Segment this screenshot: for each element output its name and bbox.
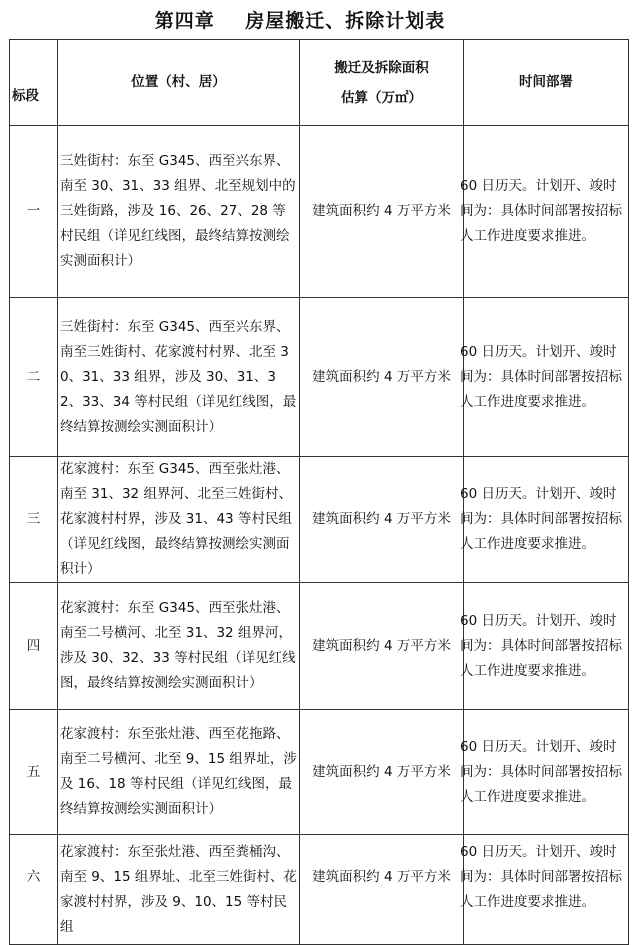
schedule-text: 60 日历天。计划开、竣时间为：具体时间部署按招标人工作进度要求推进。 <box>460 844 622 910</box>
location-text: 花家渡村：东至张灶港、西至花拖路、南至二号横河、北至 9、15 组界址，涉及 16、18 等村民组（详见红线图，最终结算按测绘实测面积计） <box>60 726 297 817</box>
area-cell: 建筑面积约 4 万平方米 <box>300 835 464 945</box>
location-cell <box>58 457 300 583</box>
schedule-text: 60 日历天。计划开、竣时间为：具体时间部署按招标人工作进度要求推进。 <box>460 343 622 410</box>
table-row <box>10 583 629 710</box>
area-cell: 建筑面积约 4 万平方米 <box>300 583 464 710</box>
location-cell <box>58 710 300 835</box>
header-area-line1: 搬迁及拆除面积 <box>334 59 429 76</box>
area-cell: 建筑面积约 4 万平方米 <box>300 457 464 583</box>
schedule-text: 60 日历天。计划开、竣时间为：具体时间部署按招标人工作进度要求推进。 <box>460 738 622 805</box>
schedule-cell <box>460 457 629 583</box>
schedule-cell <box>460 583 629 710</box>
schedule-cell <box>460 126 629 298</box>
location-cell <box>58 126 300 298</box>
segment-cell: 四 <box>10 583 58 710</box>
table-row <box>10 710 629 835</box>
schedule-text: 60 日历天。计划开、竣时间为：具体时间部署按招标人工作进度要求推进。 <box>460 612 622 679</box>
schedule-cell <box>460 710 629 835</box>
demolition-plan-table <box>9 39 629 945</box>
location-text: 三姓街村：东至 G345、西至兴东界、南至三姓街村、花家渡村村界、北至 30、31、33 组界，涉及 30、31、32、33、34 等村民组（详见红线图，最终结算按测绘实测面积计） <box>60 318 297 435</box>
area-cell: 建筑面积约 4 万平方米 <box>300 126 464 298</box>
schedule-cell <box>460 298 629 457</box>
table-row <box>10 298 629 457</box>
header-segment: 标段 <box>10 40 58 126</box>
table-header-row <box>10 40 629 126</box>
location-cell <box>58 298 300 457</box>
segment-cell: 五 <box>10 710 58 835</box>
area-cell: 建筑面积约 4 万平方米 <box>300 298 464 457</box>
segment-cell: 一 <box>10 126 58 298</box>
location-text: 花家渡村：东至 G345、西至张灶港、南至 31、32 组界河、北至三姓街村、花家渡村村界，涉及 31、43 等村民组（详见红线图，最终结算按测绘实测面积计） <box>60 461 292 577</box>
segment-cell: 六 <box>10 835 58 945</box>
area-cell: 建筑面积约 4 万平方米 <box>300 710 464 835</box>
schedule-text: 60 日历天。计划开、竣时间为：具体时间部署按招标人工作进度要求推进。 <box>460 486 622 552</box>
segment-cell: 二 <box>10 298 58 457</box>
location-cell <box>58 835 300 945</box>
table-row <box>10 457 629 583</box>
segment-cell: 三 <box>10 457 58 583</box>
header-area-line2: 估算（万㎡） <box>341 89 422 106</box>
table-row <box>10 835 629 945</box>
schedule-text: 60 日历天。计划开、竣时间为：具体时间部署按招标人工作进度要求推进。 <box>460 178 622 244</box>
page-title: 第四章 房屋搬迁、拆除计划表 <box>154 10 446 32</box>
location-text: 花家渡村：东至 G345、西至张灶港、南至二号横河、北至 31、32 组界河，涉及 30、32、33 等村民组（详见红线图，最终结算按测绘实测面积计） <box>60 600 296 691</box>
schedule-cell <box>460 835 629 945</box>
location-cell <box>58 583 300 710</box>
location-text: 花家渡村：东至张灶港、西至粪桶沟、南至 9、15 组界址、北至三姓街村、花家渡村村界，涉及 9、10、15 等村民组 <box>60 844 297 935</box>
table-row <box>10 126 629 298</box>
header-location: 位置（村、居） <box>58 40 300 126</box>
location-text: 三姓街村：东至 G345、西至兴东界、南至 30、31、33 组界、北至规划中的三姓街路，涉及 16、26、27、28 等村民组（详见红线图，最终结算按测绘实测面积计） <box>60 153 296 269</box>
header-area <box>300 40 464 126</box>
header-schedule: 时间部署 <box>464 40 629 126</box>
